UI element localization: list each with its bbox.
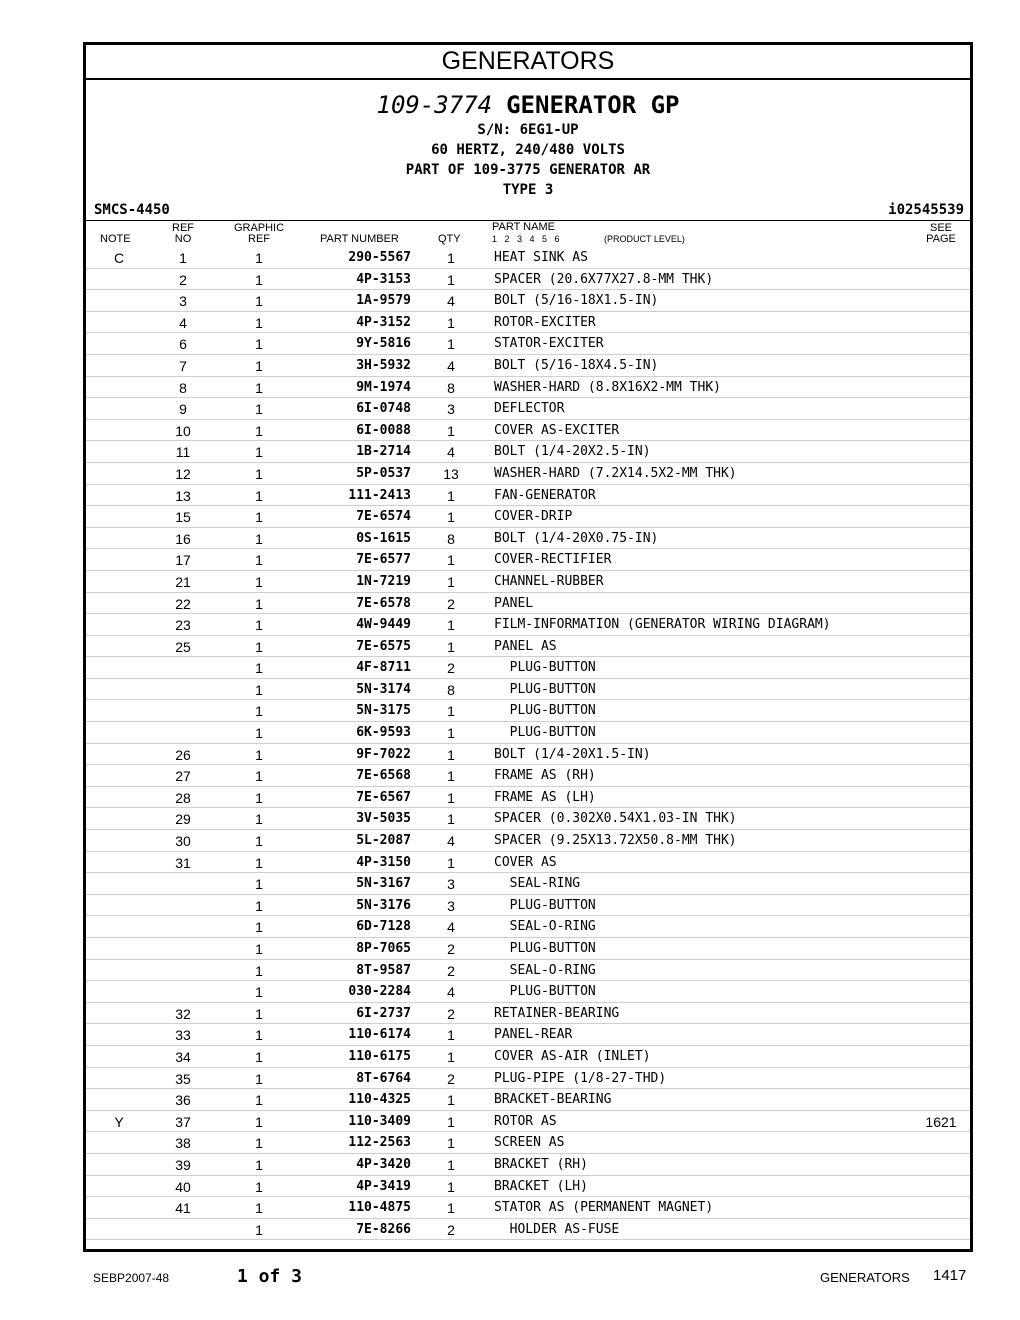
part-name-cell: BOLT (5/16-18X1.5-IN): [494, 293, 659, 309]
part-name-cell: BOLT (1/4-20X2.5-IN): [494, 444, 651, 460]
illustration-id: i02545539: [888, 202, 964, 218]
col-graphic-bottom: REF: [248, 233, 270, 245]
graphic-ref-cell: 1: [255, 422, 263, 439]
part-number-cell: 111-2413: [348, 487, 411, 503]
qty-cell: 1: [447, 1200, 455, 1217]
col-part-number: PART NUMBER: [320, 233, 399, 245]
qty-cell: 2: [447, 595, 455, 612]
part-name-cell: PLUG-BUTTON: [494, 703, 596, 719]
part-number-cell: 030-2284: [348, 984, 411, 1000]
graphic-ref-cell: 1: [255, 1113, 263, 1130]
qty-cell: 4: [447, 444, 455, 461]
smcs-code: SMCS-4450: [94, 202, 170, 218]
col-part-name: PART NAME: [492, 221, 555, 233]
table-row: [86, 441, 970, 463]
graphic-ref-cell: 1: [255, 638, 263, 655]
table-row: [86, 593, 970, 615]
table-row: [86, 1132, 970, 1154]
ref-no-cell: 40: [175, 1178, 191, 1195]
table-row: [86, 312, 970, 334]
ref-no-cell: 21: [175, 573, 191, 590]
qty-cell: 1: [447, 1027, 455, 1044]
part-name-cell: PANEL AS: [494, 638, 557, 654]
graphic-ref-cell: 1: [255, 357, 263, 374]
part-number-cell: 8P-7065: [356, 941, 411, 956]
part-number-cell: 9Y-5816: [356, 336, 411, 352]
ref-no-cell: 31: [175, 854, 191, 871]
ref-no-cell: 33: [175, 1027, 191, 1044]
graphic-ref-cell: 1: [255, 487, 263, 504]
part-name-cell: CHANNEL-RUBBER: [494, 573, 604, 589]
graphic-ref-cell: 1: [255, 811, 263, 828]
part-name-cell: BRACKET (RH): [494, 1156, 588, 1172]
qty-cell: 1: [447, 789, 455, 806]
qty-cell: 1: [447, 336, 455, 353]
column-headers: [86, 220, 970, 247]
part-name-cell: BRACKET-BEARING: [494, 1092, 612, 1108]
part-number-cell: 6D-7128: [356, 919, 411, 935]
table-row: [86, 1176, 970, 1198]
ref-no-cell: 11: [175, 444, 191, 461]
group-header: [86, 90, 970, 220]
table-row: [86, 333, 970, 355]
qty-cell: 1: [447, 811, 455, 828]
table-row: [86, 657, 970, 679]
table-row: [86, 1089, 970, 1111]
part-name-cell: SCREEN AS: [494, 1135, 565, 1151]
qty-cell: 1: [447, 703, 455, 720]
qty-cell: 4: [447, 919, 455, 936]
qty-cell: 4: [447, 357, 455, 374]
table-row: [86, 377, 970, 399]
qty-cell: 3: [447, 876, 455, 893]
graphic-ref-cell: 1: [255, 465, 263, 482]
part-name-cell: PANEL: [494, 595, 534, 611]
table-row: [86, 485, 970, 507]
part-number-cell: 8T-9587: [356, 962, 411, 978]
part-name-cell: STATOR-EXCITER: [494, 336, 604, 352]
qty-cell: 1: [447, 768, 455, 785]
ref-no-cell: 3: [179, 293, 187, 310]
part-number-cell: 5N-3176: [356, 897, 411, 913]
graphic-ref-cell: 1: [255, 379, 263, 396]
table-row: [86, 571, 970, 593]
graphic-ref-cell: 1: [255, 271, 263, 288]
graphic-ref-cell: 1: [255, 984, 263, 1001]
part-number-cell: 6I-2737: [356, 1005, 411, 1021]
part-name-cell: FRAME AS (LH): [494, 789, 596, 805]
page-of: 1 of 3: [237, 1266, 303, 1287]
table-row: [86, 830, 970, 852]
parts-table: [86, 247, 970, 1240]
graphic-ref-cell: 1: [255, 293, 263, 310]
graphic-ref-cell: 1: [255, 314, 263, 331]
part-name-cell: ROTOR AS: [494, 1113, 557, 1129]
ref-no-cell: 30: [175, 833, 191, 850]
ref-no-cell: 8: [179, 379, 187, 396]
part-number-cell: 110-4325: [348, 1092, 411, 1108]
part-name-cell: STATOR AS (PERMANENT MAGNET): [494, 1200, 714, 1216]
ref-no-cell: 7: [179, 357, 187, 374]
table-row: [86, 420, 970, 442]
qty-cell: 1: [447, 552, 455, 569]
ref-no-cell: 26: [175, 746, 191, 763]
graphic-ref-cell: 1: [255, 1027, 263, 1044]
graphic-ref-cell: 1: [255, 681, 263, 698]
col-levels: 1 2 3 4 5 6: [492, 234, 560, 244]
part-name-cell: PLUG-BUTTON: [494, 897, 596, 913]
graphic-ref-cell: 1: [255, 1135, 263, 1152]
part-name-cell: DEFLECTOR: [494, 401, 565, 417]
part-number-cell: 4F-8711: [356, 660, 411, 676]
ref-no-cell: 9: [179, 401, 187, 418]
part-name-cell: PANEL-REAR: [494, 1027, 573, 1043]
part-name-cell: BRACKET (LH): [494, 1178, 588, 1194]
graphic-ref-cell: 1: [255, 919, 263, 936]
table-row: [86, 981, 970, 1003]
part-name-cell: PLUG-BUTTON: [494, 984, 596, 1000]
graphic-ref-cell: 1: [255, 1048, 263, 1065]
part-name-cell: SPACER (0.302X0.54X1.03-IN THK): [494, 811, 737, 827]
ref-no-cell: 17: [175, 552, 191, 569]
table-row: [86, 1219, 970, 1241]
table-row: [86, 787, 970, 809]
part-number-cell: 4P-3153: [356, 271, 411, 287]
footer-section: GENERATORS: [820, 1270, 910, 1285]
table-row: [86, 614, 970, 636]
qty-cell: 2: [447, 962, 455, 979]
table-row: [86, 636, 970, 658]
graphic-ref-cell: 1: [255, 401, 263, 418]
part-name-cell: HOLDER AS-FUSE: [494, 1221, 620, 1237]
ref-no-cell: 36: [175, 1092, 191, 1109]
table-row: [86, 938, 970, 960]
qty-cell: 1: [447, 250, 455, 266]
part-number-cell: 5P-0537: [356, 465, 411, 481]
part-name-cell: BOLT (1/4-20X1.5-IN): [494, 746, 651, 762]
part-number-cell: 7E-6578: [356, 595, 411, 611]
col-note: NOTE: [100, 233, 131, 245]
part-number-cell: 4P-3419: [356, 1178, 411, 1194]
part-name-cell: BOLT (5/16-18X4.5-IN): [494, 357, 659, 373]
part-name-cell: COVER AS-EXCITER: [494, 422, 620, 438]
part-number-cell: 1B-2714: [356, 444, 411, 460]
type-line: TYPE 3: [502, 182, 554, 198]
part-number-cell: 6K-9593: [356, 725, 411, 741]
part-number-cell: 6I-0748: [356, 401, 411, 417]
part-number-cell: 5N-3167: [356, 876, 411, 892]
table-row: [86, 765, 970, 787]
group-name: GENERATOR GP: [506, 91, 680, 119]
part-name-cell: COVER-RECTIFIER: [494, 552, 612, 568]
ref-no-cell: 32: [175, 1005, 191, 1022]
part-number-cell: 4P-3150: [356, 854, 411, 870]
graphic-ref-cell: 1: [255, 1070, 263, 1087]
part-number-cell: 5L-2087: [356, 833, 411, 849]
part-number-cell: 290-5567: [348, 250, 411, 265]
table-row: [86, 808, 970, 830]
graphic-ref-cell: 1: [255, 552, 263, 569]
qty-cell: 1: [447, 1113, 455, 1130]
graphic-ref-cell: 1: [255, 962, 263, 979]
part-number-cell: 4P-3152: [356, 314, 411, 330]
table-row: [86, 463, 970, 485]
graphic-ref-cell: 1: [255, 1178, 263, 1195]
part-number-cell: 5N-3175: [356, 703, 411, 719]
part-number-cell: 7E-6577: [356, 552, 411, 568]
graphic-ref-cell: 1: [255, 1200, 263, 1217]
table-row: [86, 852, 970, 874]
table-row: [86, 355, 970, 377]
graphic-ref-cell: 1: [255, 444, 263, 461]
qty-cell: 1: [447, 487, 455, 504]
qty-cell: 1: [447, 1048, 455, 1065]
part-number-cell: 5N-3174: [356, 681, 411, 697]
part-number-cell: 9M-1974: [356, 379, 411, 395]
part-name-cell: COVER-DRIP: [494, 509, 573, 525]
qty-cell: 8: [447, 681, 455, 698]
part-number-cell: 3V-5035: [356, 811, 411, 827]
part-number-cell: 0S-1615: [356, 530, 411, 546]
part-number-cell: 110-6175: [348, 1048, 411, 1064]
qty-cell: 3: [447, 897, 455, 914]
part-number-cell: 7E-8266: [356, 1221, 411, 1237]
graphic-ref-cell: 1: [255, 833, 263, 850]
part-name-cell: SPACER (9.25X13.72X50.8-MM THK): [494, 833, 737, 849]
document-id: SEBP2007-48: [93, 1271, 170, 1285]
part-name-cell: HEAT SINK AS: [494, 250, 588, 265]
graphic-ref-cell: 1: [255, 509, 263, 526]
col-see-top: SEE: [929, 222, 952, 234]
ref-no-cell: 13: [175, 487, 191, 504]
ref-no-cell: 39: [175, 1156, 191, 1173]
graphic-ref-cell: 1: [255, 703, 263, 720]
part-number-cell: 4W-9449: [356, 617, 411, 633]
graphic-ref-cell: 1: [255, 250, 263, 266]
qty-cell: 13: [443, 465, 459, 482]
qty-cell: 1: [447, 509, 455, 526]
ref-no-cell: 28: [175, 789, 191, 806]
qty-cell: 8: [447, 530, 455, 547]
part-name-cell: RETAINER-BEARING: [494, 1005, 620, 1021]
graphic-ref-cell: 1: [255, 1005, 263, 1022]
part-name-cell: WASHER-HARD (8.8X16X2-MM THK): [494, 379, 721, 395]
table-row: [86, 1197, 970, 1219]
part-name-cell: COVER AS-AIR (INLET): [494, 1048, 651, 1064]
part-number-cell: 7E-6567: [356, 789, 411, 805]
see-page-cell: 1621: [925, 1113, 957, 1130]
qty-cell: 2: [447, 1221, 455, 1238]
table-row: [86, 549, 970, 571]
page-number: 1417: [933, 1267, 967, 1284]
table-row: [86, 744, 970, 766]
qty-cell: 4: [447, 984, 455, 1001]
table-row: [86, 960, 970, 982]
ref-no-cell: 2: [179, 271, 187, 288]
part-name-cell: PLUG-BUTTON: [494, 681, 596, 697]
group-title: [86, 90, 970, 120]
qty-cell: 1: [447, 725, 455, 742]
ref-no-cell: 35: [175, 1070, 191, 1087]
table-row: [86, 247, 970, 269]
part-number-cell: 110-6174: [348, 1027, 411, 1043]
part-number-cell: 6I-0088: [356, 422, 411, 438]
ref-no-cell: 41: [175, 1200, 191, 1217]
part-number-cell: 3H-5932: [356, 357, 411, 373]
table-row: [86, 269, 970, 291]
graphic-ref-cell: 1: [255, 789, 263, 806]
ref-no-cell: 4: [179, 314, 187, 331]
part-name-cell: SEAL-RING: [494, 876, 581, 892]
table-row: [86, 290, 970, 312]
graphic-ref-cell: 1: [255, 854, 263, 871]
qty-cell: 2: [447, 1005, 455, 1022]
graphic-ref-cell: 1: [255, 1092, 263, 1109]
parent-assembly-line: PART OF 109-3775 GENERATOR AR: [405, 162, 651, 178]
part-number-cell: 110-4875: [348, 1200, 411, 1216]
note-cell: C: [113, 250, 125, 266]
ref-no-cell: 29: [175, 811, 191, 828]
ref-no-cell: 16: [175, 530, 191, 547]
qty-cell: 1: [447, 617, 455, 634]
qty-cell: 2: [447, 1070, 455, 1087]
part-name-cell: COVER AS: [494, 854, 557, 870]
qty-cell: 2: [447, 660, 455, 677]
ref-no-cell: 37: [175, 1113, 191, 1130]
table-row: [86, 1046, 970, 1068]
graphic-ref-cell: 1: [255, 1156, 263, 1173]
qty-cell: 4: [447, 293, 455, 310]
part-number-cell: 4P-3420: [356, 1156, 411, 1172]
table-row: [86, 1003, 970, 1025]
part-name-cell: PLUG-BUTTON: [494, 725, 596, 741]
part-name-cell: SEAL-O-RING: [494, 962, 596, 978]
ref-no-cell: 22: [175, 595, 191, 612]
table-row: [86, 506, 970, 528]
graphic-ref-cell: 1: [255, 1221, 263, 1238]
part-name-cell: WASHER-HARD (7.2X14.5X2-MM THK): [494, 465, 737, 481]
table-row: [86, 916, 970, 938]
part-name-cell: SPACER (20.6X77X27.8-MM THK): [494, 271, 714, 287]
part-number-cell: 9F-7022: [356, 746, 411, 762]
frequency-voltage-line: 60 HERTZ, 240/480 VOLTS: [431, 142, 625, 158]
part-name-cell: SEAL-O-RING: [494, 919, 596, 935]
graphic-ref-cell: 1: [255, 876, 263, 893]
graphic-ref-cell: 1: [255, 336, 263, 353]
ref-no-cell: 6: [179, 336, 187, 353]
table-row: [86, 528, 970, 550]
ref-no-cell: 23: [175, 617, 191, 634]
qty-cell: 3: [447, 401, 455, 418]
qty-cell: 1: [447, 1092, 455, 1109]
part-name-cell: PLUG-BUTTON: [494, 660, 596, 676]
col-see-bottom: PAGE: [926, 233, 956, 245]
ref-no-cell: 12: [175, 465, 191, 482]
col-ref-top: REF: [172, 222, 194, 234]
graphic-ref-cell: 1: [255, 660, 263, 677]
part-name-cell: FRAME AS (RH): [494, 768, 596, 784]
col-qty: QTY: [438, 233, 461, 245]
table-row: [86, 398, 970, 420]
part-name-cell: PLUG-BUTTON: [494, 941, 596, 956]
parts-list-frame: [83, 42, 973, 1252]
qty-cell: 2: [447, 941, 455, 957]
part-number-cell: 7E-6575: [356, 638, 411, 654]
part-name-cell: PLUG-PIPE (1/8-27-THD): [494, 1070, 667, 1086]
group-part-number: 109-3774: [376, 91, 493, 119]
serial-number-line: S/N: 6EG1-UP: [477, 122, 579, 138]
table-row: [86, 895, 970, 917]
qty-cell: 4: [447, 833, 455, 850]
graphic-ref-cell: 1: [255, 530, 263, 547]
graphic-ref-cell: 1: [255, 897, 263, 914]
part-name-cell: ROTOR-EXCITER: [494, 314, 596, 330]
part-name-cell: FILM-INFORMATION (GENERATOR WIRING DIAGRAM): [494, 617, 831, 633]
part-number-cell: 1N-7219: [356, 573, 411, 589]
table-row: [86, 1111, 970, 1133]
table-row: [86, 722, 970, 744]
qty-cell: 1: [447, 1178, 455, 1195]
table-row: [86, 1154, 970, 1176]
graphic-ref-cell: 1: [255, 941, 263, 957]
part-number-cell: 7E-6574: [356, 509, 411, 525]
ref-no-cell: 1: [179, 250, 187, 266]
col-ref-bottom: NO: [174, 233, 192, 245]
ref-no-cell: 38: [175, 1135, 191, 1152]
part-number-cell: 7E-6568: [356, 768, 411, 784]
qty-cell: 1: [447, 314, 455, 331]
table-row: [86, 1068, 970, 1090]
ref-no-cell: 15: [175, 509, 191, 526]
part-number-cell: 1A-9579: [356, 293, 411, 309]
table-row: [86, 873, 970, 895]
section-title: GENERATORS: [86, 45, 970, 80]
ref-no-cell: 27: [175, 768, 191, 785]
part-name-cell: BOLT (1/4-20X0.75-IN): [494, 530, 659, 546]
col-graphic-top: GRAPHIC: [233, 222, 285, 234]
graphic-ref-cell: 1: [255, 595, 263, 612]
part-number-cell: 112-2563: [348, 1135, 411, 1151]
qty-cell: 1: [447, 1135, 455, 1152]
ref-no-cell: 25: [175, 638, 191, 655]
qty-cell: 1: [447, 271, 455, 288]
qty-cell: 1: [447, 422, 455, 439]
note-cell: Y: [114, 1113, 124, 1130]
qty-cell: 8: [447, 379, 455, 396]
part-number-cell: 8T-6764: [356, 1070, 411, 1086]
qty-cell: 1: [447, 573, 455, 590]
table-row: [86, 679, 970, 701]
graphic-ref-cell: 1: [255, 617, 263, 634]
col-product-level: (PRODUCT LEVEL): [604, 234, 685, 244]
ref-no-cell: 10: [175, 422, 191, 439]
graphic-ref-cell: 1: [255, 725, 263, 742]
table-row: [86, 700, 970, 722]
graphic-ref-cell: 1: [255, 573, 263, 590]
part-name-cell: FAN-GENERATOR: [494, 487, 596, 503]
table-row: [86, 1024, 970, 1046]
qty-cell: 1: [447, 854, 455, 871]
qty-cell: 1: [447, 746, 455, 763]
ref-no-cell: 34: [175, 1048, 191, 1065]
graphic-ref-cell: 1: [255, 746, 263, 763]
part-number-cell: 110-3409: [348, 1113, 411, 1129]
graphic-ref-cell: 1: [255, 768, 263, 785]
qty-cell: 1: [447, 1156, 455, 1173]
qty-cell: 1: [447, 638, 455, 655]
